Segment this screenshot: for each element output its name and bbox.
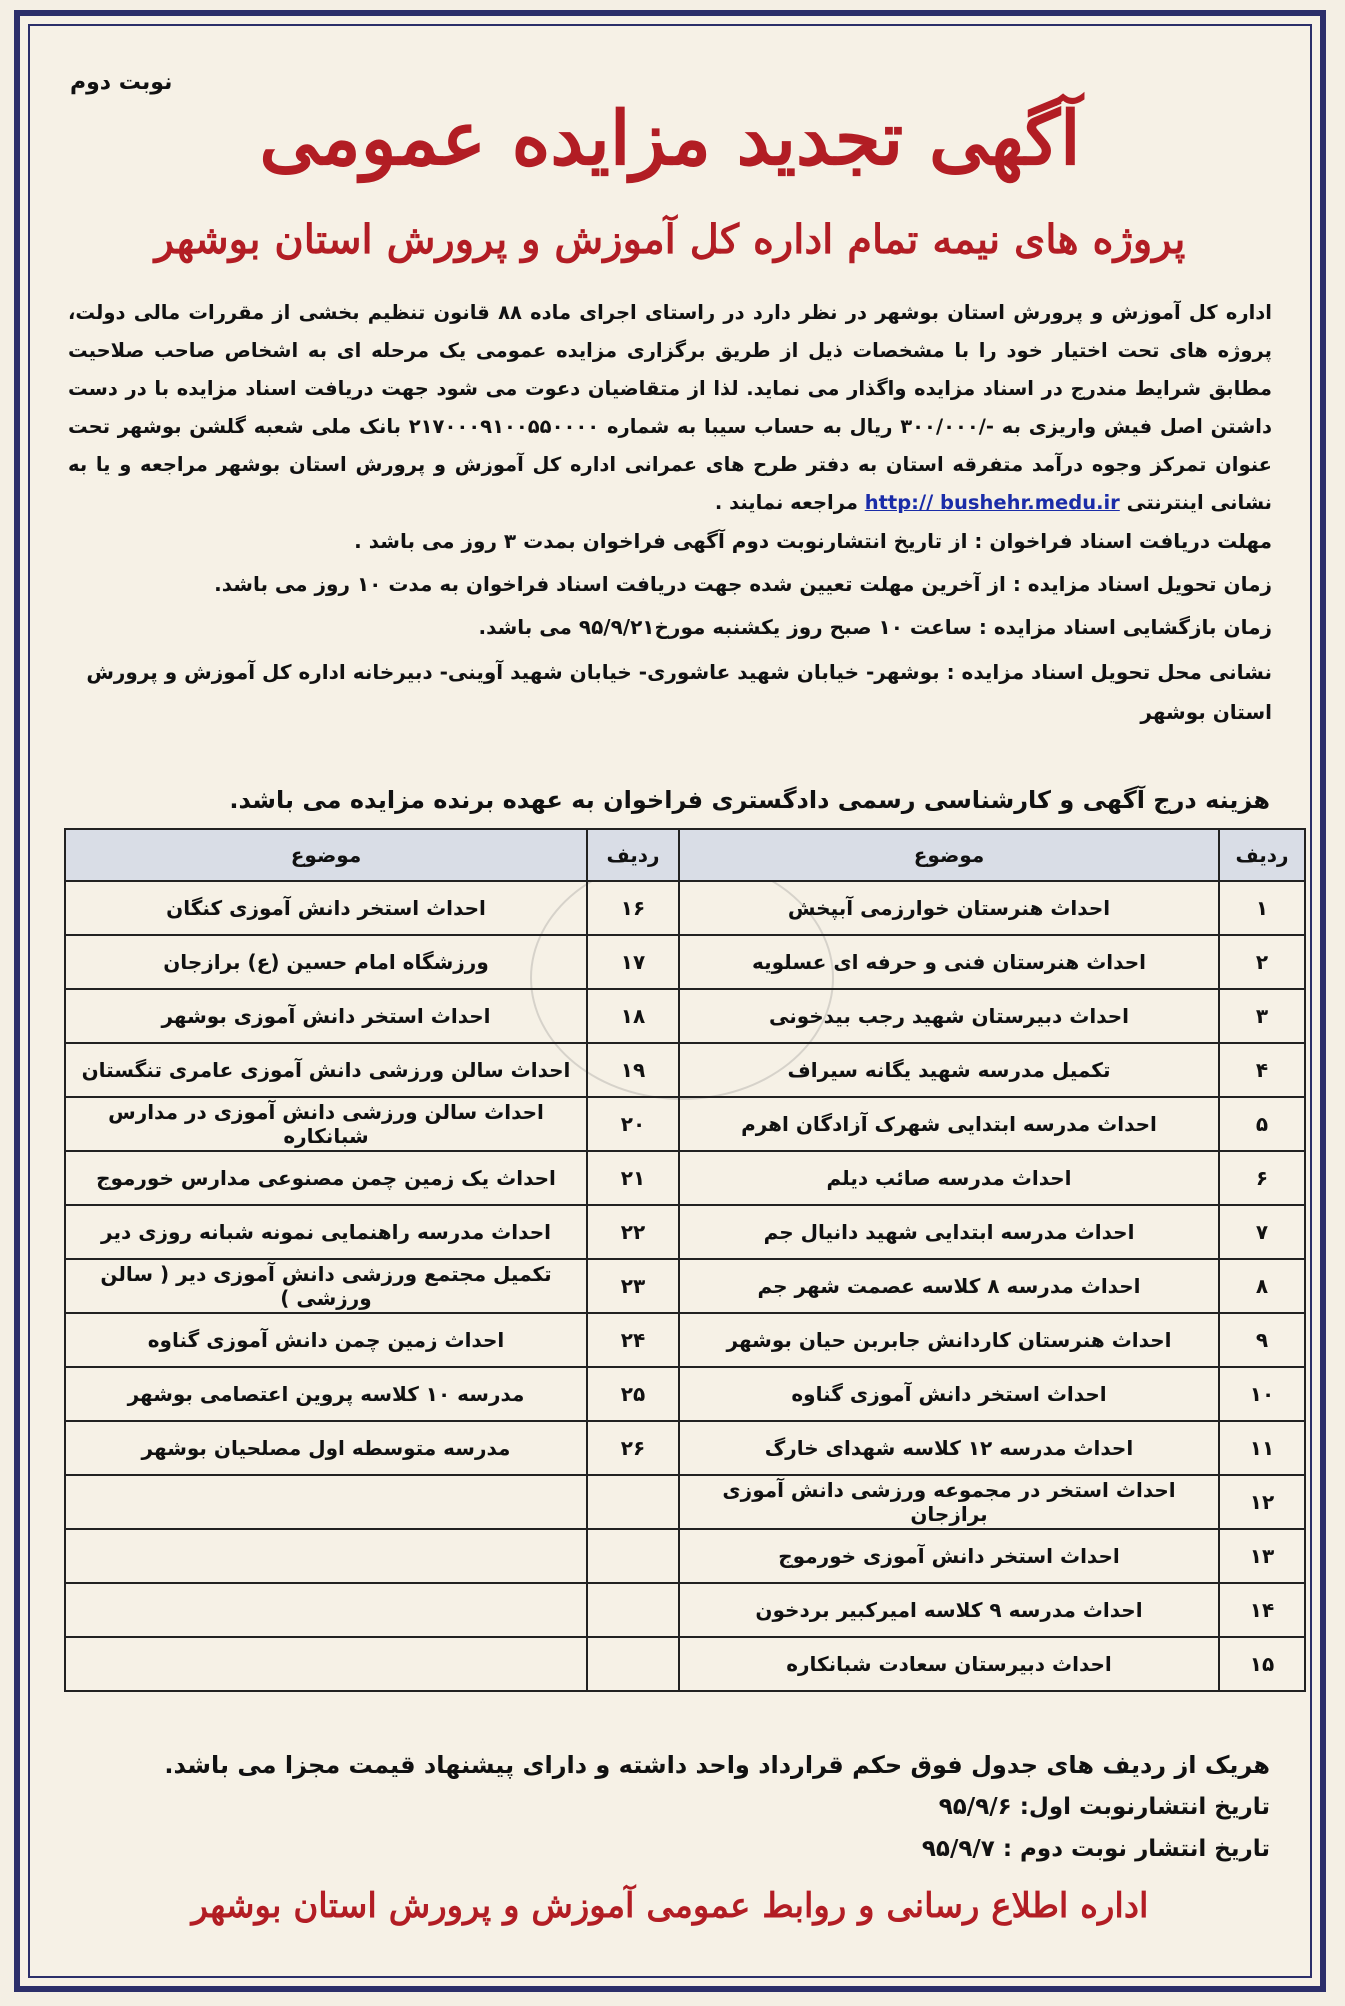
row-subject-2: مدرسه ۱۰ کلاسه پروین اعتصامی بوشهر [65,1367,587,1421]
row-number: ۱۳ [1219,1529,1305,1583]
row-subject: احداث استخر دانش آموزی خورموج [679,1529,1219,1583]
contract-note: هریک از ردیف های جدول فوق حکم قرارداد واحد داشته و دارای پیشنهاد قیمت مجزا می باشد. [164,1751,1270,1779]
row-number-2 [587,1475,679,1529]
row-number-2: ۲۲ [587,1205,679,1259]
row-subject-2 [65,1637,587,1691]
row-subject: احداث هنرستان کاردانش جابربن حیان بوشهر [679,1313,1219,1367]
table-row [65,1529,1305,1583]
opening-time-text: زمان بازگشایی اسناد مزایده : ساعت ۱۰ صبح روز یکشنبه مورخ۹۵/۹/۲۱ می باشد. [478,615,1272,639]
table-row [65,1583,1305,1637]
table-row [65,1097,1305,1151]
row-number: ۱۱ [1219,1421,1305,1475]
intro-paragraph [68,294,1272,522]
row-subject-2 [65,1583,587,1637]
row-number-2: ۱۹ [587,1043,679,1097]
row-subject-2: احداث زمین چمن دانش آموزی گناوه [65,1313,587,1367]
footer-organization: اداره اطلاع رسانی و روابط عمومی آموزش و پرورش استان بوشهر [191,1886,1149,1926]
address-text: نشانی محل تحویل اسناد مزایده : بوشهر- خیابان شهید عاشوری- خیابان شهید آوینی- دبیرخانه اداره کل آموزش و پرورش استان بوشهر [86,660,1272,724]
row-subject: احداث مدرسه صائب دیلم [679,1151,1219,1205]
intro-text: اداره کل آموزش و پرورش استان بوشهر در نظر دارد در راستای اجرای ماده ۸۸ قانون تنظیم بخشی از مقررات مالی دولت، پروژه های تحت اختیار خود را با مشخصات ذیل از طریق برگزاری مزایده عمومی یک مرحله ای به اشخاص صاحب صلاحیت مطابق شرایط مندرج در اسناد مزایده واگذار می نماید. لذا از متقاضیان دعوت می شود جهت دریافت اسناد مزایده با در دست داشتن اصل فیش واریزی به -/۳۰۰/۰۰۰ ریال به حساب سیبا به شماره ۲۱۷۰۰۰۹۱۰۰۵۵۰۰۰۰ بانک ملی شعبه گلشن بوشهر تحت عنوان تمرکز وجوه درآمد متفرقه استان به دفتر طرح های عمرانی اداره کل آموزش و پرورش استان بوشهر مراجعه و یا به نشانی اینترنتی [68,301,1272,514]
row-subject-2: احداث یک زمین چمن مصنوعی مدارس خورموج [65,1151,587,1205]
delivery-time-text: زمان تحویل اسناد مزایده : از آخرین مهلت تعیین شده جهت دریافت اسناد فراخوان به مدت ۱۰ روز می باشد. [214,572,1272,596]
cost-note: هزینه درج آگهی و کارشناسی رسمی دادگستری فراخوان به عهده برنده مزایده می باشد. [229,786,1270,814]
row-number: ۳ [1219,989,1305,1043]
row-number: ۱۰ [1219,1367,1305,1421]
table-row [65,1475,1305,1529]
row-subject: احداث مدرسه ۹ کلاسه امیرکبیر بردخون [679,1583,1219,1637]
row-subject: احداث مدرسه ۱۲ کلاسه شهدای خارگ [679,1421,1219,1475]
row-subject-2: احداث سالن ورزشی دانش آموزی در مدارس شبانکاره [65,1097,587,1151]
row-number-2: ۱۸ [587,989,679,1043]
table-row [65,881,1305,935]
row-number: ۱۵ [1219,1637,1305,1691]
round-label: نوبت دوم [70,70,173,95]
notice-page [14,10,1326,1992]
row-number-2 [587,1529,679,1583]
table-row [65,989,1305,1043]
row-number-2: ۲۶ [587,1421,679,1475]
row-number: ۱ [1219,881,1305,935]
row-number-2: ۲۵ [587,1367,679,1421]
row-number: ۸ [1219,1259,1305,1313]
row-subject: تکمیل مدرسه شهید یگانه سیراف [679,1043,1219,1097]
row-number-2: ۲۰ [587,1097,679,1151]
row-number: ۹ [1219,1313,1305,1367]
website-link[interactable]: http:// bushehr.medu.ir [864,491,1120,514]
row-number: ۲ [1219,935,1305,989]
row-number-2 [587,1583,679,1637]
projects-table [64,828,1306,1692]
row-subject-2: احداث سالن ورزشی دانش آموزی عامری تنگستان [65,1043,587,1097]
table-row [65,1259,1305,1313]
header-subject-2: موضوع [65,829,587,881]
row-subject-2: احداث استخر دانش آموزی بوشهر [65,989,587,1043]
second-publication-date: تاریخ انتشار نوبت دوم : ۹۵/۹/۷ [921,1836,1270,1862]
table-row [65,1043,1305,1097]
row-subject: احداث مدرسه ۸ کلاسه عصمت شهر جم [679,1259,1219,1313]
row-number-2: ۲۳ [587,1259,679,1313]
table-row [65,1205,1305,1259]
row-subject-2: ورزشگاه امام حسین (ع) برازجان [65,935,587,989]
row-subject-2: احداث مدرسه راهنمایی نمونه شبانه روزی دیر [65,1205,587,1259]
row-number: ۱۲ [1219,1475,1305,1529]
table-row [65,1151,1305,1205]
row-number-2: ۱۷ [587,935,679,989]
notice-title: آگهی تجدید مزایده عمومی [259,96,1081,182]
row-subject-2: احداث استخر دانش آموزی کنگان [65,881,587,935]
row-subject: احداث هنرستان خوارزمی آبپخش [679,881,1219,935]
first-publication-date: تاریخ انتشارنوبت اول: ۹۵/۹/۶ [938,1794,1270,1820]
table-header-row [65,829,1305,881]
table-row [65,1637,1305,1691]
row-subject: احداث مدرسه ابتدایی شهید دانیال جم [679,1205,1219,1259]
row-number-2: ۲۱ [587,1151,679,1205]
intro-text-end: مراجعه نمایند . [714,491,858,514]
row-number: ۷ [1219,1205,1305,1259]
row-subject: احداث دبیرستان شهید رجب بیدخونی [679,989,1219,1043]
header-subject: موضوع [679,829,1219,881]
notice-subtitle: پروژه های نیمه تمام اداره کل آموزش و پرورش استان بوشهر [154,216,1186,263]
row-subject: احداث استخر در مجموعه ورزشی دانش آموزی برازجان [679,1475,1219,1529]
notice-frame [28,24,1312,1978]
row-number: ۱۴ [1219,1583,1305,1637]
row-number: ۶ [1219,1151,1305,1205]
row-number-2: ۲۴ [587,1313,679,1367]
table-row [65,1421,1305,1475]
row-subject: احداث هنرستان فنی و حرفه ای عسلویه [679,935,1219,989]
table-row [65,935,1305,989]
header-row-number-2: ردیف [587,829,679,881]
row-number: ۵ [1219,1097,1305,1151]
row-number: ۴ [1219,1043,1305,1097]
row-subject-2: تکمیل مجتمع ورزشی دانش آموزی دیر ( سالن ورزشی ) [65,1259,587,1313]
row-subject-2 [65,1475,587,1529]
deadline-text: مهلت دریافت اسناد فراخوان : از تاریخ انتشارنوبت دوم آگهی فراخوان بمدت ۳ روز می باشد . [354,529,1272,553]
header-row-number: ردیف [1219,829,1305,881]
table-row [65,1367,1305,1421]
row-number-2 [587,1637,679,1691]
row-subject: احداث استخر دانش آموزی گناوه [679,1367,1219,1421]
row-subject-2: مدرسه متوسطه اول مصلحیان بوشهر [65,1421,587,1475]
row-number-2: ۱۶ [587,881,679,935]
row-subject: احداث دبیرستان سعادت شبانکاره [679,1637,1219,1691]
row-subject-2 [65,1529,587,1583]
row-subject: احداث مدرسه ابتدایی شهرک آزادگان اهرم [679,1097,1219,1151]
table-row [65,1313,1305,1367]
